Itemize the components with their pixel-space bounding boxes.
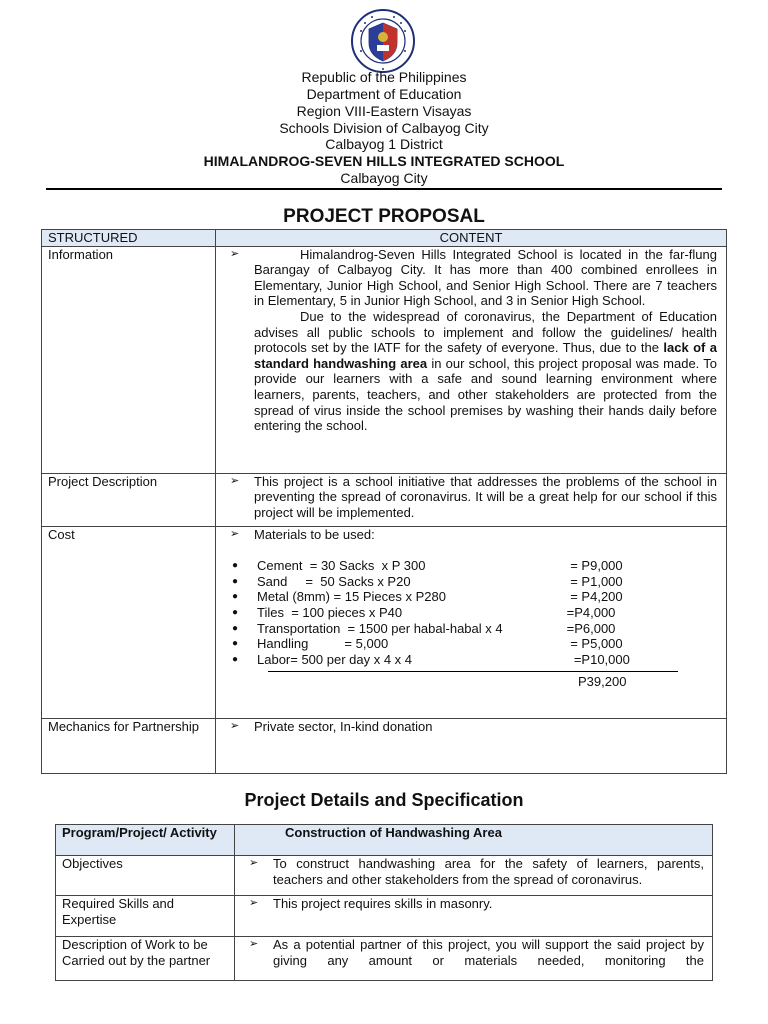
list-item: ● Sand = 50 Sacks x P20 = P1,000 bbox=[232, 573, 623, 589]
bullet-dot-icon: ● bbox=[232, 591, 239, 603]
table-row bbox=[56, 856, 713, 896]
row-label-work-description: Description of Work to be Carried out by the partner bbox=[56, 937, 235, 981]
list-item: ● Cement = 30 Sacks x P 300 = P9,000 bbox=[232, 558, 623, 574]
project-description-text: This project is a school initiative that addresses the problems of the school in preventing the spread of coronavirus. It will be a great help for our school if this project will be implemented. bbox=[254, 473, 717, 520]
header-district: Calbayog 1 District bbox=[325, 136, 443, 152]
deped-seal-logo bbox=[351, 9, 415, 73]
list-item: ● Labor= 500 per day x 4 x 4 =P10,000 bbox=[232, 651, 630, 667]
table-row bbox=[42, 246, 727, 473]
table-row bbox=[42, 526, 727, 718]
list-item: ● Transportation = 1500 per habal-habal x 4 =P6,000 bbox=[232, 620, 616, 636]
skills-text: This project requires skills in masonry. bbox=[273, 896, 493, 911]
header-city: Calbayog City bbox=[340, 170, 428, 186]
arrow-bullet-icon: ➢ bbox=[249, 857, 259, 869]
row-label-cost: Cost bbox=[42, 526, 216, 718]
arrow-bullet-icon: ➢ bbox=[249, 897, 259, 909]
bullet-dot-icon: ● bbox=[232, 560, 239, 572]
cost-intro: Materials to be used: bbox=[254, 526, 375, 542]
table-row bbox=[42, 718, 727, 773]
bullet-dot-icon: ● bbox=[232, 622, 239, 634]
table-row bbox=[42, 473, 727, 526]
row-label-project-description: Project Description bbox=[42, 473, 216, 526]
header-divider bbox=[46, 188, 722, 190]
header-region: Region VIII-Eastern Visayas bbox=[296, 103, 472, 119]
table-header-row bbox=[56, 825, 713, 856]
list-item: ● Tiles = 100 pieces x P40 =P4,000 bbox=[232, 604, 616, 620]
header-division: Schools Division of Calbayog City bbox=[279, 120, 489, 136]
section-title-details: Project Details and Specification bbox=[244, 790, 524, 810]
details-header-value: Construction of Handwashing Area bbox=[235, 825, 713, 856]
header-department: Department of Education bbox=[306, 86, 462, 102]
total-underline bbox=[268, 671, 678, 672]
table-row bbox=[56, 896, 713, 937]
column-header-content: CONTENT bbox=[216, 230, 727, 247]
cost-items-list bbox=[230, 558, 717, 667]
table-row bbox=[56, 937, 713, 981]
arrow-bullet-icon: ➢ bbox=[230, 247, 240, 260]
table-header-row bbox=[42, 230, 727, 247]
bullet-dot-icon: ● bbox=[232, 638, 239, 650]
header-country: Republic of the Philippines bbox=[301, 69, 467, 85]
information-paragraph-1: Himalandrog-Seven Hills Integrated School is located in the far-flung Barangay of Calbayog City. It has more than 400 combined enrollees in Elementary, Junior High School, and Senior High School. There are 7 teachers in Elementary, 5 in Junior High School, and 3 in Senior High School. bbox=[254, 246, 717, 309]
work-description-text: As a potential partner of this project, you will support the said project by giving any amount or materials needed, monitoring the bbox=[273, 937, 704, 968]
row-label-mechanics: Mechanics for Partnership bbox=[42, 718, 216, 773]
highlighted-phrase: lack of a standard handwashing area bbox=[254, 340, 717, 371]
bullet-dot-icon: ● bbox=[232, 575, 239, 587]
column-header-structured: STRUCTURED bbox=[42, 230, 216, 247]
mechanics-text: Private sector, In-kind donation bbox=[254, 718, 433, 734]
row-label-skills: Required Skills and Expertise bbox=[56, 896, 235, 937]
information-content bbox=[216, 246, 727, 473]
row-label-information: Information bbox=[42, 246, 216, 473]
list-item: ● Metal (8mm) = 15 Pieces x P280 = P4,200 bbox=[232, 589, 623, 605]
document-title: PROJECT PROPOSAL bbox=[283, 206, 485, 227]
proposal-table bbox=[41, 229, 727, 774]
bullet-dot-icon: ● bbox=[232, 606, 239, 618]
arrow-bullet-icon: ➢ bbox=[230, 719, 240, 732]
list-item: ● Handling = 5,000 = P5,000 bbox=[232, 636, 623, 652]
details-header-label: Program/Project/ Activity bbox=[56, 825, 235, 856]
cost-total: P39,200 bbox=[578, 674, 627, 690]
row-label-objectives: Objectives bbox=[56, 856, 235, 896]
header-school-name: HIMALANDROG-SEVEN HILLS INTEGRATED SCHOOL bbox=[203, 153, 565, 169]
arrow-bullet-icon: ➢ bbox=[230, 474, 240, 487]
details-table bbox=[55, 824, 713, 981]
arrow-bullet-icon: ➢ bbox=[230, 527, 240, 540]
bullet-dot-icon: ● bbox=[232, 653, 239, 665]
objectives-text: To construct handwashing area for the safety of learners, parents, teachers and other stakeholders from the spread of coronavirus. bbox=[273, 856, 704, 887]
arrow-bullet-icon: ➢ bbox=[249, 938, 259, 950]
information-paragraph-2: Due to the widespread of coronavirus, the Department of Education advises all public schools to implement and follow the guidelines/ health protocols set by the IATF for the safety of everyone. Thus, due to the lack of a standard handwashing area in our school, this project proposal was made. To provide our learners with a safe and sound learning environment where learners, parents, teachers, and other stakeholders are protected from the spread of virus inside the school premises by washing their hands daily before entering the school. bbox=[254, 308, 717, 434]
